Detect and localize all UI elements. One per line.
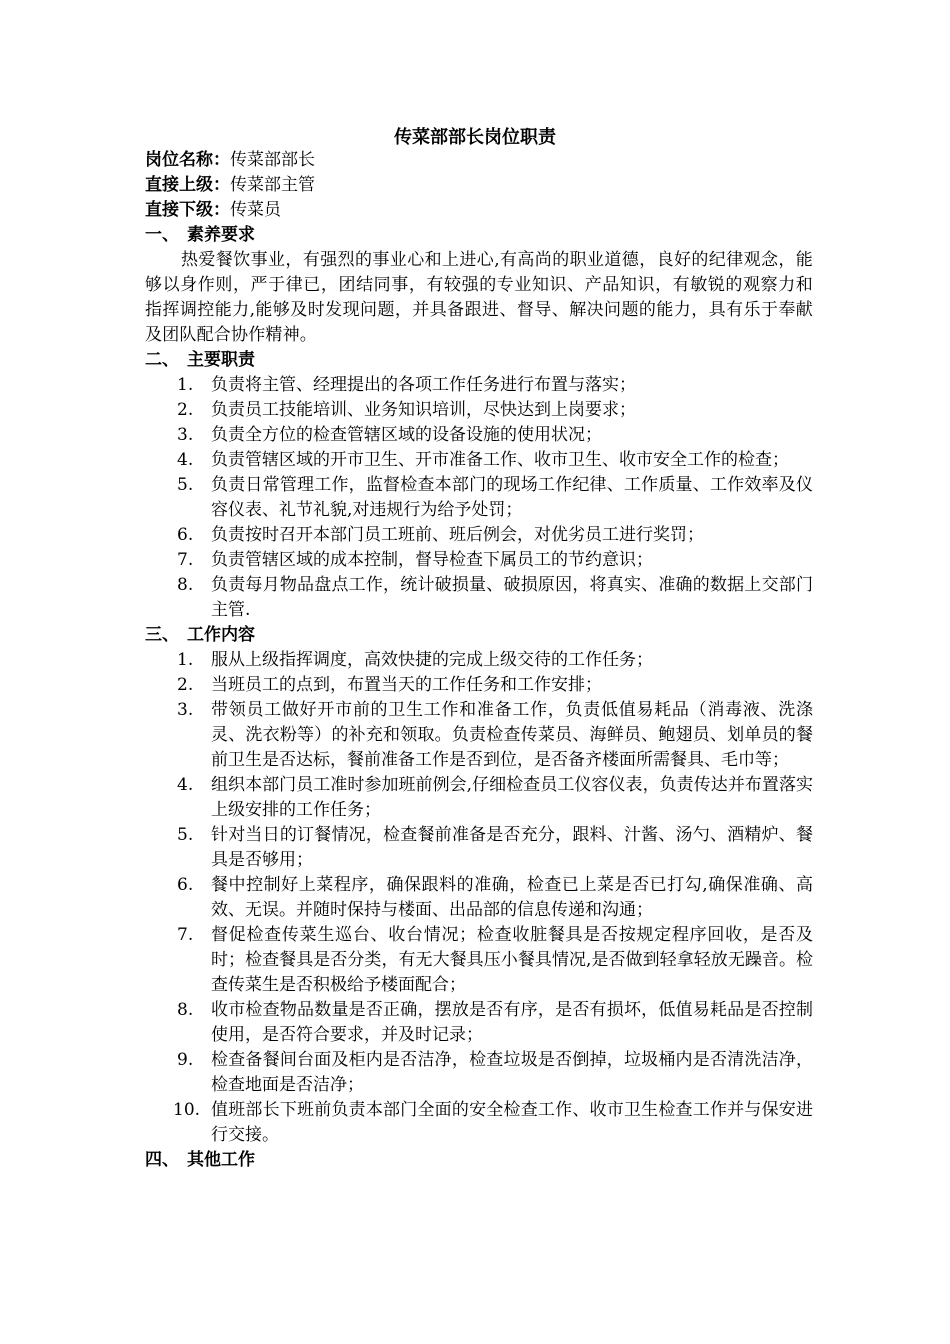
meta-label: 岗位名称： [145, 150, 230, 170]
list-item [145, 548, 813, 573]
item-number: 10. [173, 1100, 201, 1120]
item-number: 4. [177, 775, 194, 795]
item-number: 2. [177, 675, 194, 695]
duties-list [145, 373, 813, 623]
item-number: 9. [177, 1050, 194, 1070]
item-number: 8. [177, 575, 194, 595]
quality-paragraph: 热爱餐饮事业，有强烈的事业心和上进心,有高尚的职业道德，良好的纪律观念，能够以身作则，严于律已，团结同事，有较强的专业知识、产品知识，有敏锐的观察力和指挥调控能力,能够及时发现问题，并具备跟进、督导、解决问题的能力，具有乐于奉献及团队配合协作精神。 [145, 250, 813, 345]
list-item [145, 448, 813, 473]
list-item [145, 1098, 813, 1148]
item-text: 负责将主管、经理提出的各项工作任务进行布置与落实； [211, 375, 636, 395]
meta-direct-subordinate [145, 198, 813, 223]
item-text: 组织本部门员工准时参加班前例会,仔细检查员工仪容仪表，负责传达并布置落实上级安排的工作任务； [211, 775, 813, 820]
item-number: 6. [177, 875, 194, 895]
list-item [145, 673, 813, 698]
section-number: 四、 [145, 1150, 179, 1170]
item-text: 负责管辖区域的开市卫生、开市准备工作、收市卫生、收市安全工作的检查； [211, 450, 789, 470]
list-item [145, 648, 813, 673]
meta-position-name [145, 148, 813, 173]
item-text: 餐中控制好上菜程序，确保跟料的准确，检查已上菜是否已打勾,确保准确、高效、无误。并随时保持与楼面、出品部的信息传递和沟通； [211, 875, 813, 920]
item-text: 针对当日的订餐情况，检查餐前准备是否充分，跟料、汁酱、汤勺、酒精炉、餐具是否够用； [211, 825, 813, 870]
list-item [145, 773, 813, 823]
meta-direct-superior [145, 173, 813, 198]
meta-label: 直接上级： [145, 175, 230, 195]
item-text: 服从上级指挥调度，高效快捷的完成上级交待的工作任务； [211, 650, 653, 670]
section-heading-other [145, 1148, 813, 1173]
list-item [145, 698, 813, 773]
section-heading-quality [145, 223, 813, 248]
item-number: 7. [177, 925, 194, 945]
list-item [145, 473, 813, 523]
section-title: 其他工作 [187, 1150, 255, 1170]
item-text: 负责按时召开本部门员工班前、班后例会，对优劣员工进行奖罚； [211, 525, 704, 545]
section-number: 三、 [145, 625, 179, 645]
item-number: 3. [177, 700, 194, 720]
section-title: 主要职责 [187, 350, 255, 370]
list-item [145, 1048, 813, 1098]
list-item [145, 423, 813, 448]
section-number: 二、 [145, 350, 179, 370]
item-number: 6. [177, 525, 194, 545]
list-item [145, 523, 813, 548]
list-item [145, 998, 813, 1048]
item-text: 督促检查传菜生巡台、收台情况；检查收脏餐具是否按规定程序回收，是否及时；检查餐具是否分类，有无大餐具压小餐具情况,是否做到轻拿轻放无躁音。检查传菜生是否积极给予楼面配合； [211, 925, 813, 995]
section-title: 工作内容 [187, 625, 255, 645]
section-heading-work [145, 623, 813, 648]
section-title: 素养要求 [187, 225, 255, 245]
item-number: 3. [177, 425, 194, 445]
item-number: 5. [177, 475, 194, 495]
list-item [145, 573, 813, 623]
item-number: 1. [177, 375, 194, 395]
item-number: 1. [177, 650, 194, 670]
document-body [145, 148, 813, 1173]
item-text: 负责全方位的检查管辖区域的设备设施的使用状况； [211, 425, 602, 445]
item-text: 带领员工做好开市前的卫生工作和准备工作，负责低值易耗品（消毒液、洗涤灵、洗衣粉等）的补充和领取。负责检查传菜员、海鲜员、鲍翅员、划单员的餐前卫生是否达标，餐前准备工作是否到位，是否备齐楼面所需餐具、毛巾等； [211, 700, 813, 770]
list-item [145, 373, 813, 398]
item-text: 负责日常管理工作，监督检查本部门的现场工作纪律、工作质量、工作效率及仪容仪表、礼节礼貌,对违规行为给予处罚； [211, 475, 813, 520]
list-item [145, 823, 813, 873]
meta-label: 直接下级： [145, 200, 230, 220]
item-number: 4. [177, 450, 194, 470]
list-item [145, 873, 813, 923]
section-heading-duties [145, 348, 813, 373]
item-text: 当班员工的点到，布置当天的工作任务和工作安排； [211, 675, 602, 695]
list-item [145, 923, 813, 998]
item-text: 负责管辖区域的成本控制，督导检查下属员工的节约意识； [211, 550, 653, 570]
page-title: 传菜部部长岗位职责 [394, 127, 556, 148]
item-number: 7. [177, 550, 194, 570]
work-list [145, 648, 813, 1148]
item-text: 检查备餐间台面及柜内是否洁净，检查垃圾是否倒掉，垃圾桶内是否清洗洁净，检查地面是否洁净； [211, 1050, 813, 1095]
section-number: 一、 [145, 225, 179, 245]
item-text: 收市检查物品数量是否正确，摆放是否有序，是否有损坏，低值易耗品是否控制使用，是否符合要求，并及时记录； [211, 1000, 813, 1045]
meta-value: 传菜部部长 [230, 150, 315, 170]
item-number: 2. [177, 400, 194, 420]
meta-value: 传菜部主管 [230, 175, 315, 195]
item-text: 值班部长下班前负责本部门全面的安全检查工作、收市卫生检查工作并与保安进行交接。 [211, 1100, 813, 1145]
list-item [145, 398, 813, 423]
item-text: 负责每月物品盘点工作，统计破损量、破损原因，将真实、准确的数据上交部门主管. [211, 575, 813, 620]
item-number: 8. [177, 1000, 194, 1020]
item-number: 5. [177, 825, 194, 845]
item-text: 负责员工技能培训、业务知识培训，尽快达到上岗要求； [211, 400, 636, 420]
meta-value: 传菜员 [230, 200, 281, 220]
